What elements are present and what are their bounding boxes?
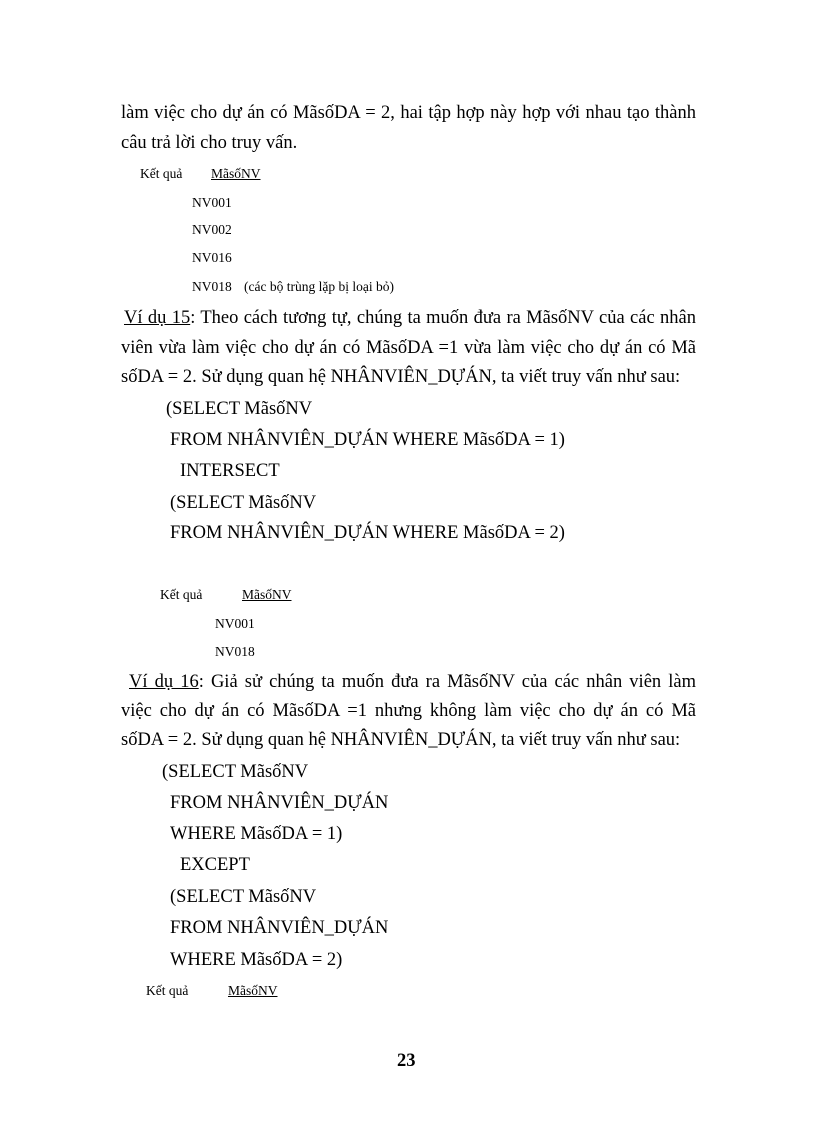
code-line: (SELECT MãsốNV	[170, 887, 317, 907]
code-line: (SELECT MãsốNV	[166, 399, 313, 419]
example-15-line-1	[124, 308, 696, 329]
example-16-line-2: việc cho dự án có MãsốDA =1 nhưng không làm việc cho dự án có Mã	[121, 701, 696, 721]
example-16-title: Ví dụ 16	[129, 672, 199, 692]
result-row: NV002	[192, 222, 232, 237]
result-label: Kết quả	[140, 166, 183, 181]
code-line: WHERE MãsốDA = 2)	[170, 950, 343, 970]
intro-line-1: làm việc cho dự án có MãsốDA = 2, hai tập hợp này hợp với nhau tạo thành	[121, 103, 696, 123]
example-15-line-2: viên vừa làm việc cho dự án có MãsốDA =1 vừa làm việc cho dự án có Mã	[121, 338, 696, 358]
example-15-line-3: sốDA = 2. Sử dụng quan hệ NHÂNVIÊN_DỰÁN, ta viết truy vấn như sau:	[121, 367, 681, 387]
result-header: MãsốNV	[228, 983, 278, 998]
code-line: WHERE MãsốDA = 1)	[170, 824, 343, 844]
result-row: NV018	[215, 644, 255, 659]
example-16-line-3: sốDA = 2. Sử dụng quan hệ NHÂNVIÊN_DỰÁN, ta viết truy vấn như sau:	[121, 730, 681, 750]
code-line: FROM NHÂNVIÊN_DỰÁN	[170, 793, 389, 813]
result-row: NV018	[192, 279, 232, 294]
code-line: (SELECT MãsốNV	[162, 762, 309, 782]
example-15-line-1-text: : Theo cách tương tự, chúng ta muốn đưa ra MãsốNV của các nhân	[190, 308, 696, 328]
result-row: NV016	[192, 250, 232, 265]
code-line: FROM NHÂNVIÊN_DỰÁN	[170, 918, 389, 938]
code-line: EXCEPT	[180, 855, 250, 875]
code-line: FROM NHÂNVIÊN_DỰÁN WHERE MãsốDA = 2)	[170, 523, 565, 543]
result-header: MãsốNV	[211, 166, 261, 181]
result-label: Kết quả	[160, 587, 203, 602]
result-header: MãsốNV	[242, 587, 292, 602]
intro-line-2: câu trả lời cho truy vấn.	[121, 133, 298, 153]
code-line: FROM NHÂNVIÊN_DỰÁN WHERE MãsốDA = 1)	[170, 430, 565, 450]
result-row: NV001	[215, 616, 255, 631]
example-15-title: Ví dụ 15	[124, 308, 191, 328]
result-row: NV001	[192, 195, 232, 210]
example-16-line-1	[129, 672, 696, 693]
result-note: (các bộ trùng lặp bị loại bỏ)	[244, 279, 394, 294]
example-16-line-1-text: : Giả sử chúng ta muốn đưa ra MãsốNV của các nhân viên làm	[198, 672, 696, 692]
result-label: Kết quả	[146, 983, 189, 998]
code-line: INTERSECT	[180, 461, 280, 481]
page-number: 23	[397, 1051, 416, 1071]
code-line: (SELECT MãsốNV	[170, 493, 317, 513]
